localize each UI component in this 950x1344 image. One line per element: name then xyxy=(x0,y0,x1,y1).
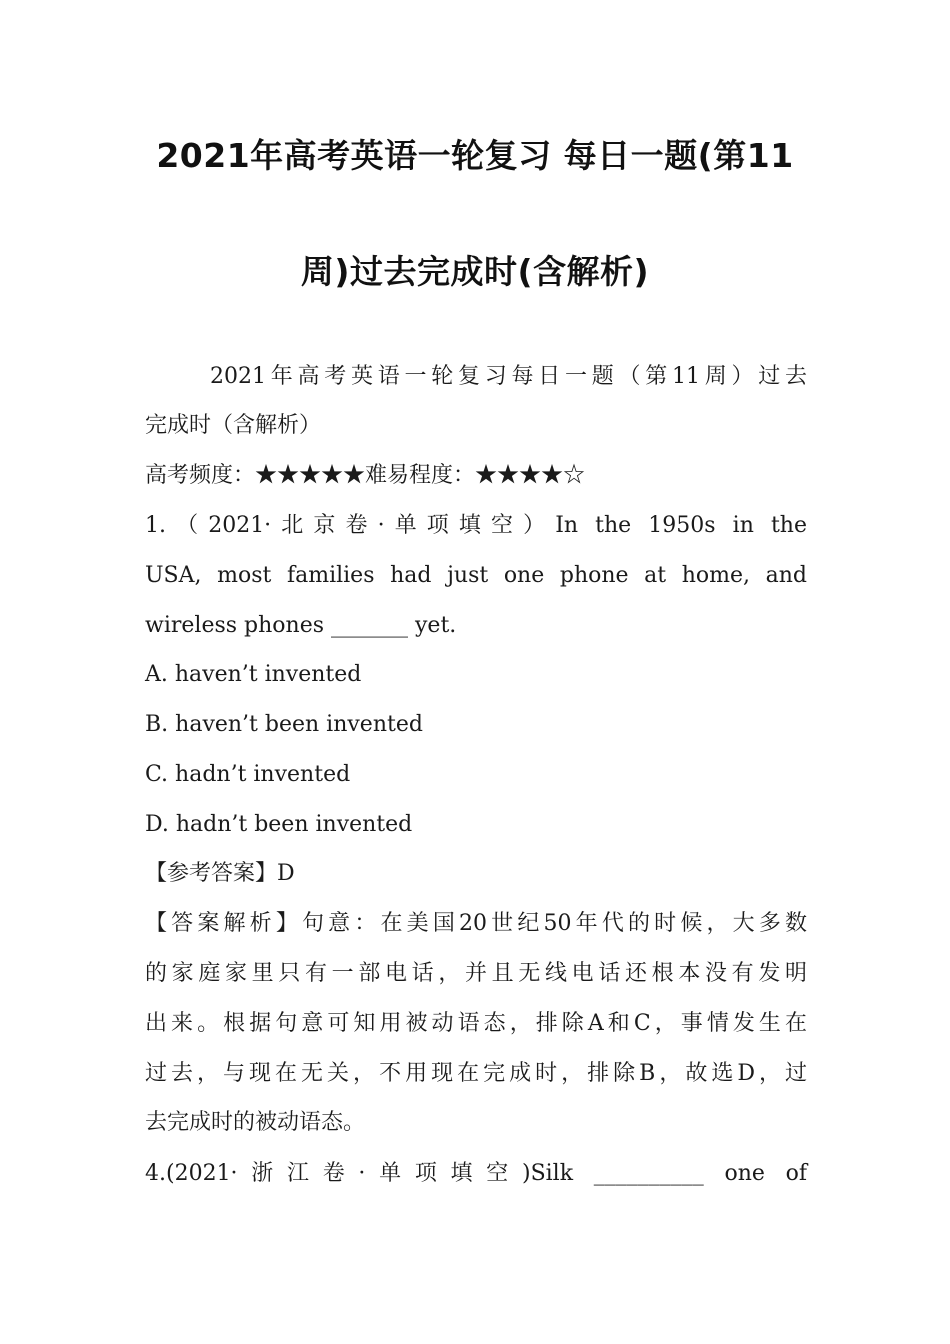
analysis-line-1: 【答案解析】句意：在美国20世纪50年代的时候，大多数 xyxy=(145,911,807,936)
analysis-line-2: 的家庭家里只有一部电话，并且无线电话还根本没有发明 xyxy=(145,961,807,986)
document-title-line-2: 周)过去完成时(含解析) xyxy=(300,252,650,291)
question-4-line-1: 4.(2021·浙江卷·单项填空)Silk __________ one of xyxy=(145,1161,807,1186)
analysis-line-3: 出来。根据句意可知用被动语态，排除A和C，事情发生在 xyxy=(145,1011,807,1036)
option-b: B. haven’t been invented xyxy=(145,712,423,737)
rating-line: 高考频度：★★★★★难易程度：★★★★☆ xyxy=(145,463,586,488)
option-c: C. hadn’t invented xyxy=(145,762,351,787)
intro-line-2: 完成时（含解析） xyxy=(145,413,322,438)
question-1-line-3: wireless phones _______ yet. xyxy=(145,613,457,638)
question-1-line-1: 1.（2021·北京卷·单项填空）In the 1950s in the xyxy=(145,513,807,538)
document-title-line-1: 2021年高考英语一轮复习 每日一题(第11 xyxy=(156,136,794,175)
question-1-line-2: USA, most families had just one phone at home, and xyxy=(145,563,807,588)
option-d: D. hadn’t been invented xyxy=(145,812,413,837)
analysis-line-5: 去完成时的被动语态。 xyxy=(145,1110,366,1135)
reference-answer: 【参考答案】D xyxy=(145,861,295,886)
option-a: A. haven’t invented xyxy=(145,662,362,687)
analysis-line-4: 过去，与现在无关，不用现在完成时，排除B，故选D，过 xyxy=(145,1061,807,1086)
intro-line-1: 2021年高考英语一轮复习每日一题（第11周）过去 xyxy=(210,364,807,389)
